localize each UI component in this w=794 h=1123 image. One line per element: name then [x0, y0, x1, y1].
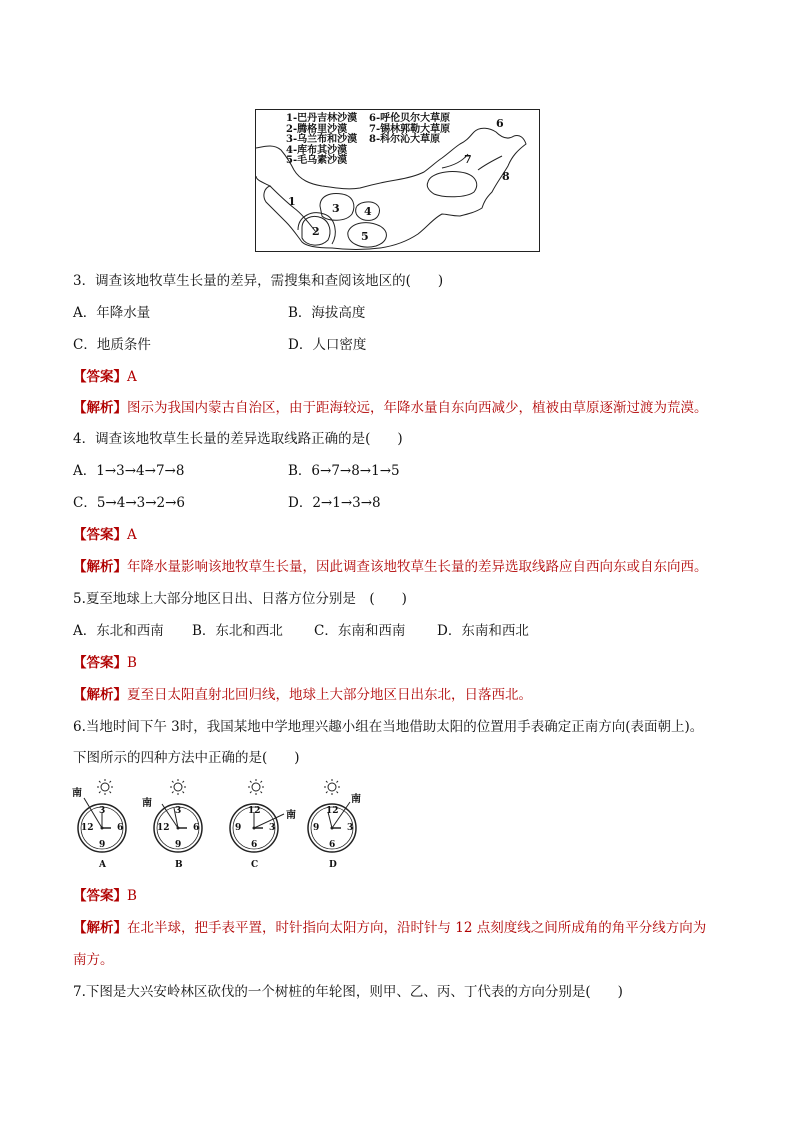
legend-item: 4-库布其沙漠: [286, 144, 348, 156]
clock-a-south-label: 南: [72, 788, 82, 799]
clock-b-south-label: 南: [142, 798, 152, 809]
legend-item: 6-呼伦贝尔大草原: [369, 113, 451, 124]
analysis-tag: 【解析】: [73, 687, 127, 703]
q4-option-b: B．6→7→8→1→5: [288, 463, 400, 479]
q3-option-b: B．海拔高度: [288, 305, 366, 321]
map-legend-right: [369, 114, 450, 146]
analysis-text: 在北半球，把手表平置，时针指向太阳方向，沿时针与 12 点刻度线之间所成角的角平分线方向为: [127, 920, 707, 936]
analysis-tag: 【解析】: [73, 559, 127, 575]
legend-item: 3-乌兰布和沙漠: [286, 134, 358, 145]
map-label-2: 2: [312, 225, 320, 238]
legend-item: 2-腾格里沙漠: [286, 123, 348, 135]
analysis-tag: 【解析】: [73, 920, 127, 936]
clock-b-num-12: 12: [157, 823, 170, 833]
q4-answer: [73, 526, 137, 544]
q4-option-a: A．1→3→4→7→8: [73, 463, 185, 479]
clock-d-num-6: 6: [329, 840, 336, 850]
analysis-tag: 【解析】: [73, 400, 127, 416]
q4-option-d: D．2→1→3→8: [288, 495, 381, 511]
q5-analysis: [73, 686, 532, 704]
q5-option-d: D．东南和西北: [437, 623, 529, 639]
clock-c-num-12: 12: [248, 806, 261, 816]
q6-analysis-line2: 南方。: [73, 952, 114, 968]
sun-icon: [170, 779, 186, 795]
q6-stem-line2: 下图所示的四种方法中正确的是( ): [73, 750, 300, 766]
clock-b-num-9: 9: [175, 840, 182, 850]
clock-a-num-12: 12: [81, 823, 94, 833]
clock-svg: [70, 778, 370, 878]
q5-option-b: B．东北和西北: [192, 623, 283, 639]
answer-value: B: [127, 888, 137, 904]
q5-option-a: A．东北和西南: [73, 623, 164, 639]
clock-d-caption: D: [329, 860, 337, 870]
legend-item: 1-巴丹吉林沙漠: [286, 113, 358, 124]
answer-tag: 【答案】: [73, 369, 127, 385]
q5-answer: [73, 654, 137, 672]
q4-stem: 4．调查该地牧草生长量的差异选取线路正确的是( ): [73, 431, 403, 447]
clock-c-caption: C: [251, 860, 259, 870]
q7-stem: 7.下图是大兴安岭林区砍伐的一个树桩的年轮图，则甲、乙、丙、丁代表的方向分别是( ): [73, 984, 623, 1000]
answer-tag: 【答案】: [73, 655, 127, 671]
answer-tag: 【答案】: [73, 888, 127, 904]
clock-d-num-9: 9: [313, 823, 320, 833]
clock-d-num-3: 3: [347, 823, 354, 833]
inner-mongolia-map: [255, 109, 540, 252]
answer-value: B: [127, 655, 137, 671]
map-label-7: 7: [464, 153, 472, 166]
map-label-5: 5: [361, 230, 369, 243]
q6-answer: [73, 887, 137, 905]
clock-b-num-6: 6: [193, 823, 200, 833]
clock-c-num-9: 9: [235, 823, 242, 833]
clock-b-caption: B: [175, 860, 183, 870]
map-legend-left: [286, 114, 357, 167]
map-label-1: 1: [288, 195, 296, 208]
q3-option-a: A．年降水量: [73, 305, 151, 321]
q5-option-c: C．东南和西南: [314, 623, 406, 639]
clock-a-caption: A: [99, 860, 106, 870]
clock-d-south-label: 南: [351, 794, 361, 805]
clock-b-num-3top: 3: [175, 806, 182, 816]
clock-c-num-3: 3: [269, 823, 276, 833]
clock-a-num-3top: 3: [99, 806, 106, 816]
sun-icon: [248, 779, 264, 795]
map-label-6: 6: [496, 117, 504, 130]
legend-item: 8-科尔沁大草原: [369, 134, 441, 145]
clock-d-num-12: 12: [326, 806, 339, 816]
legend-item: 5-毛乌素沙漠: [286, 155, 348, 166]
legend-item: 7-锡林郭勒大草原: [369, 123, 451, 135]
clock-a-num-6: 6: [117, 823, 124, 833]
q4-analysis: [73, 558, 708, 576]
map-label-8: 8: [502, 170, 510, 183]
sun-icon: [324, 779, 340, 795]
q6-analysis-line1: [73, 919, 706, 937]
answer-tag: 【答案】: [73, 527, 127, 543]
sun-icon: [97, 779, 113, 795]
q6-stem-line1: 6.当地时间下午 3时，我国某地中学地理兴趣小组在当地借助太阳的位置用手表确定正南方向(表面朝上)。: [73, 719, 704, 735]
clock-c-south-label: 南: [286, 810, 296, 821]
q3-analysis: [73, 399, 708, 417]
map-label-3: 3: [332, 202, 340, 215]
map-label-4: 4: [364, 205, 372, 218]
clock-figure: [70, 778, 370, 878]
q3-answer: [73, 368, 137, 386]
q4-option-c: C．5→4→3→2→6: [73, 495, 186, 511]
q5-stem: 5.夏至地球上大部分地区日出、日落方位分别是 ( ): [73, 591, 407, 607]
analysis-text: 夏至日太阳直射北回归线，地球上大部分地区日出东北，日落西北。: [127, 687, 532, 703]
q3-stem: 3．调查该地牧草生长量的差异，需搜集和查阅该地区的( ): [73, 273, 444, 289]
analysis-text: 图示为我国内蒙古自治区，由于距海较远，年降水量自东向西减少，植被由草原逐渐过渡为荒漠。: [127, 400, 708, 416]
q3-option-d: D．人口密度: [288, 337, 367, 353]
answer-value: A: [127, 369, 137, 385]
q3-option-c: C．地质条件: [73, 337, 151, 353]
clock-c-num-6: 6: [251, 840, 258, 850]
analysis-text: 年降水量影响该地牧草生长量，因此调查该地牧草生长量的差异选取线路应自西向东或自东向西。: [127, 559, 708, 575]
clock-a-num-9: 9: [99, 840, 106, 850]
answer-value: A: [127, 527, 137, 543]
